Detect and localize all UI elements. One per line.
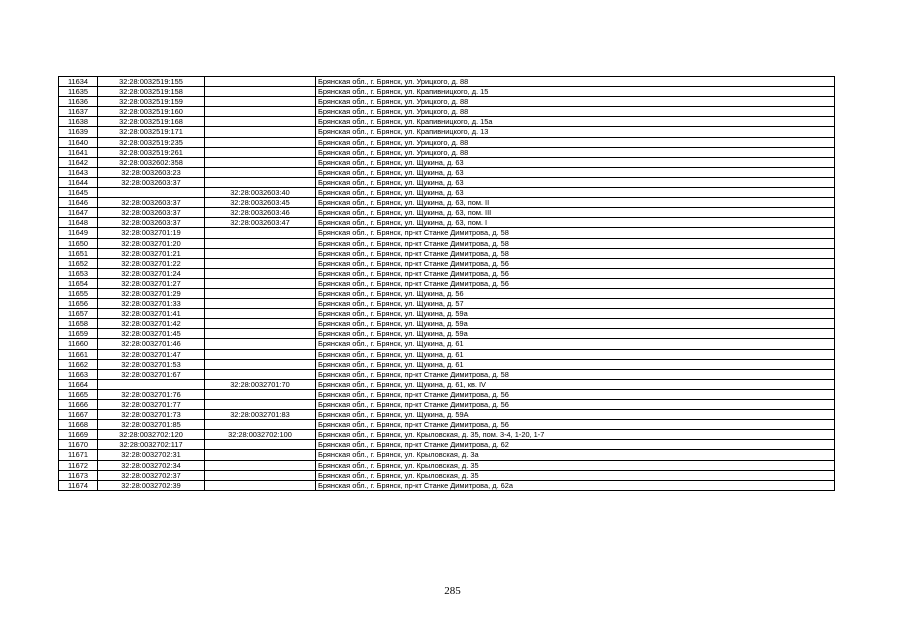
row-number-cell: 11658	[59, 319, 98, 329]
table-row	[59, 410, 835, 420]
cadastral-number-cell: 32:28:0032701:20	[98, 238, 205, 248]
related-cadastral-number-cell: 32:28:0032603:47	[205, 218, 316, 228]
address-cell: Брянская обл., г. Брянск, пр-кт Станке Димитрова, д. 56	[316, 278, 835, 288]
related-cadastral-number-cell: 32:28:0032701:83	[205, 410, 316, 420]
cadastral-number-cell: 32:28:0032701:29	[98, 288, 205, 298]
table-row	[59, 157, 835, 167]
related-cadastral-number-cell	[205, 177, 316, 187]
table-row	[59, 137, 835, 147]
related-cadastral-number-cell	[205, 278, 316, 288]
related-cadastral-number-cell	[205, 329, 316, 339]
address-cell: Брянская обл., г. Брянск, пр-кт Станке Димитрова, д. 62	[316, 440, 835, 450]
table-row	[59, 329, 835, 339]
row-number-cell: 11647	[59, 208, 98, 218]
related-cadastral-number-cell	[205, 137, 316, 147]
related-cadastral-number-cell	[205, 147, 316, 157]
cadastral-number-cell: 32:28:0032701:67	[98, 369, 205, 379]
row-number-cell: 11662	[59, 359, 98, 369]
address-cell: Брянская обл., г. Брянск, ул. Щукина, д. 63	[316, 188, 835, 198]
table-row	[59, 299, 835, 309]
address-cell: Брянская обл., г. Брянск, ул. Щукина, д. 57	[316, 299, 835, 309]
cadastral-number-cell: 32:28:0032701:19	[98, 228, 205, 238]
row-number-cell: 11638	[59, 117, 98, 127]
row-number-cell: 11650	[59, 238, 98, 248]
table-row	[59, 248, 835, 258]
cadastral-number-cell: 32:28:0032702:117	[98, 440, 205, 450]
related-cadastral-number-cell: 32:28:0032701:70	[205, 379, 316, 389]
table-row	[59, 288, 835, 298]
address-cell: Брянская обл., г. Брянск, пр-кт Станке Димитрова, д. 58	[316, 228, 835, 238]
cadastral-number-cell: 32:28:0032519:159	[98, 97, 205, 107]
cadastral-number-cell: 32:28:0032701:53	[98, 359, 205, 369]
table-row	[59, 379, 835, 389]
address-cell: Брянская обл., г. Брянск, ул. Крапивницкого, д. 13	[316, 127, 835, 137]
table-row	[59, 198, 835, 208]
cadastral-number-cell: 32:28:0032701:33	[98, 299, 205, 309]
related-cadastral-number-cell	[205, 339, 316, 349]
table-row	[59, 339, 835, 349]
related-cadastral-number-cell	[205, 400, 316, 410]
table-row	[59, 177, 835, 187]
row-number-cell: 11635	[59, 87, 98, 97]
row-number-cell: 11670	[59, 440, 98, 450]
row-number-cell: 11644	[59, 177, 98, 187]
table-row	[59, 258, 835, 268]
row-number-cell: 11634	[59, 77, 98, 87]
row-number-cell: 11655	[59, 288, 98, 298]
address-cell: Брянская обл., г. Брянск, ул. Щукина, д. 61	[316, 339, 835, 349]
address-cell: Брянская обл., г. Брянск, пр-кт Станке Димитрова, д. 56	[316, 389, 835, 399]
row-number-cell: 11636	[59, 97, 98, 107]
related-cadastral-number-cell	[205, 359, 316, 369]
related-cadastral-number-cell	[205, 470, 316, 480]
address-cell: Брянская обл., г. Брянск, ул. Крыловская, д. 3а	[316, 450, 835, 460]
table-row	[59, 389, 835, 399]
cadastral-number-cell: 32:28:0032519:158	[98, 87, 205, 97]
table-row	[59, 97, 835, 107]
address-cell: Брянская обл., г. Брянск, ул. Щукина, д. 59а	[316, 309, 835, 319]
related-cadastral-number-cell	[205, 349, 316, 359]
row-number-cell: 11645	[59, 188, 98, 198]
row-number-cell: 11668	[59, 420, 98, 430]
row-number-cell: 11654	[59, 278, 98, 288]
row-number-cell: 11657	[59, 309, 98, 319]
related-cadastral-number-cell: 32:28:0032603:45	[205, 198, 316, 208]
cadastral-number-cell: 32:28:0032701:45	[98, 329, 205, 339]
table-row	[59, 278, 835, 288]
row-number-cell: 11652	[59, 258, 98, 268]
address-cell: Брянская обл., г. Брянск, ул. Крыловская, д. 35	[316, 460, 835, 470]
cadastral-number-cell: 32:28:0032701:42	[98, 319, 205, 329]
cadastral-number-cell: 32:28:0032702:37	[98, 470, 205, 480]
cadastral-number-cell: 32:28:0032519:155	[98, 77, 205, 87]
table-row	[59, 238, 835, 248]
address-cell: Брянская обл., г. Брянск, ул. Щукина, д. 63, пом. III	[316, 208, 835, 218]
row-number-cell: 11649	[59, 228, 98, 238]
row-number-cell: 11637	[59, 107, 98, 117]
address-cell: Брянская обл., г. Брянск, пр-кт Станке Димитрова, д. 58	[316, 369, 835, 379]
table-row	[59, 470, 835, 480]
cadastral-number-cell: 32:28:0032701:77	[98, 400, 205, 410]
row-number-cell: 11673	[59, 470, 98, 480]
related-cadastral-number-cell	[205, 258, 316, 268]
address-cell: Брянская обл., г. Брянск, ул. Щукина, д. 63, пом. I	[316, 218, 835, 228]
table-row	[59, 400, 835, 410]
table-row	[59, 167, 835, 177]
cadastral-number-cell: 32:28:0032603:37	[98, 177, 205, 187]
related-cadastral-number-cell	[205, 97, 316, 107]
address-cell: Брянская обл., г. Брянск, ул. Урицкого, д. 88	[316, 77, 835, 87]
related-cadastral-number-cell	[205, 288, 316, 298]
address-cell: Брянская обл., г. Брянск, пр-кт Станке Димитрова, д. 58	[316, 238, 835, 248]
related-cadastral-number-cell	[205, 369, 316, 379]
row-number-cell: 11666	[59, 400, 98, 410]
row-number-cell: 11665	[59, 389, 98, 399]
address-cell: Брянская обл., г. Брянск, ул. Урицкого, д. 88	[316, 147, 835, 157]
row-number-cell: 11646	[59, 198, 98, 208]
table-row	[59, 127, 835, 137]
address-cell: Брянская обл., г. Брянск, пр-кт Станке Димитрова, д. 62а	[316, 480, 835, 490]
table-row	[59, 309, 835, 319]
address-cell: Брянская обл., г. Брянск, ул. Щукина, д. 56	[316, 288, 835, 298]
cadastral-number-cell: 32:28:0032519:171	[98, 127, 205, 137]
row-number-cell: 11653	[59, 268, 98, 278]
table-row	[59, 480, 835, 490]
table-row	[59, 369, 835, 379]
related-cadastral-number-cell	[205, 440, 316, 450]
page-number: 285	[444, 585, 461, 597]
related-cadastral-number-cell	[205, 167, 316, 177]
table-row	[59, 349, 835, 359]
cadastral-number-cell: 32:28:0032701:24	[98, 268, 205, 278]
cadastral-number-cell: 32:28:0032519:261	[98, 147, 205, 157]
related-cadastral-number-cell	[205, 238, 316, 248]
row-number-cell: 11648	[59, 218, 98, 228]
table-row	[59, 450, 835, 460]
address-cell: Брянская обл., г. Брянск, пр-кт Станке Димитрова, д. 56	[316, 268, 835, 278]
table-row	[59, 87, 835, 97]
registry-table	[58, 76, 835, 491]
address-cell: Брянская обл., г. Брянск, пр-кт Станке Димитрова, д. 56	[316, 400, 835, 410]
related-cadastral-number-cell	[205, 87, 316, 97]
cadastral-number-cell: 32:28:0032603:37	[98, 198, 205, 208]
table-row	[59, 107, 835, 117]
cadastral-number-cell: 32:28:0032603:37	[98, 218, 205, 228]
table-row	[59, 359, 835, 369]
cadastral-number-cell: 32:28:0032603:37	[98, 208, 205, 218]
table-row	[59, 319, 835, 329]
address-cell: Брянская обл., г. Брянск, пр-кт Станке Димитрова, д. 58	[316, 248, 835, 258]
row-number-cell: 11674	[59, 480, 98, 490]
address-cell: Брянская обл., г. Брянск, ул. Крапивницкого, д. 15а	[316, 117, 835, 127]
address-cell: Брянская обл., г. Брянск, ул. Щукина, д. 59а	[316, 329, 835, 339]
cadastral-number-cell: 32:28:0032702:31	[98, 450, 205, 460]
cadastral-number-cell: 32:28:0032701:85	[98, 420, 205, 430]
address-cell: Брянская обл., г. Брянск, ул. Щукина, д. 63	[316, 167, 835, 177]
row-number-cell: 11667	[59, 410, 98, 420]
table-row	[59, 460, 835, 470]
cadastral-number-cell: 32:28:0032702:39	[98, 480, 205, 490]
address-cell: Брянская обл., г. Брянск, ул. Щукина, д. 61	[316, 349, 835, 359]
cadastral-number-cell: 32:28:0032701:41	[98, 309, 205, 319]
row-number-cell: 11669	[59, 430, 98, 440]
row-number-cell: 11664	[59, 379, 98, 389]
related-cadastral-number-cell	[205, 117, 316, 127]
cadastral-number-cell: 32:28:0032519:160	[98, 107, 205, 117]
row-number-cell: 11651	[59, 248, 98, 258]
row-number-cell: 11671	[59, 450, 98, 460]
related-cadastral-number-cell	[205, 309, 316, 319]
related-cadastral-number-cell: 32:28:0032702:100	[205, 430, 316, 440]
cadastral-number-cell: 32:28:0032701:47	[98, 349, 205, 359]
related-cadastral-number-cell	[205, 460, 316, 470]
row-number-cell: 11643	[59, 167, 98, 177]
table-row	[59, 228, 835, 238]
address-cell: Брянская обл., г. Брянск, ул. Крапивницкого, д. 15	[316, 87, 835, 97]
table-row	[59, 188, 835, 198]
cadastral-number-cell: 32:28:0032701:73	[98, 410, 205, 420]
address-cell: Брянская обл., г. Брянск, пр-кт Станке Димитрова, д. 56	[316, 420, 835, 430]
table-row	[59, 218, 835, 228]
row-number-cell: 11659	[59, 329, 98, 339]
table-row	[59, 440, 835, 450]
address-cell: Брянская обл., г. Брянск, ул. Щукина, д. 59А	[316, 410, 835, 420]
row-number-cell: 11661	[59, 349, 98, 359]
related-cadastral-number-cell	[205, 107, 316, 117]
address-cell: Брянская обл., г. Брянск, ул. Урицкого, д. 88	[316, 137, 835, 147]
related-cadastral-number-cell	[205, 127, 316, 137]
address-cell: Брянская обл., г. Брянск, ул. Щукина, д. 63	[316, 157, 835, 167]
address-cell: Брянская обл., г. Брянск, пр-кт Станке Димитрова, д. 56	[316, 258, 835, 268]
address-cell: Брянская обл., г. Брянск, ул. Щукина, д. 61, кв. IV	[316, 379, 835, 389]
row-number-cell: 11639	[59, 127, 98, 137]
cadastral-number-cell: 32:28:0032519:168	[98, 117, 205, 127]
cadastral-number-cell: 32:28:0032702:120	[98, 430, 205, 440]
row-number-cell: 11640	[59, 137, 98, 147]
table-row	[59, 430, 835, 440]
cadastral-number-cell: 32:28:0032603:23	[98, 167, 205, 177]
cadastral-number-cell	[98, 188, 205, 198]
cadastral-number-cell: 32:28:0032519:235	[98, 137, 205, 147]
table-row	[59, 420, 835, 430]
address-cell: Брянская обл., г. Брянск, ул. Щукина, д. 61	[316, 359, 835, 369]
related-cadastral-number-cell: 32:28:0032603:40	[205, 188, 316, 198]
address-cell: Брянская обл., г. Брянск, ул. Крыловская, д. 35	[316, 470, 835, 480]
cadastral-number-cell: 32:28:0032701:21	[98, 248, 205, 258]
row-number-cell: 11656	[59, 299, 98, 309]
related-cadastral-number-cell	[205, 319, 316, 329]
row-number-cell: 11642	[59, 157, 98, 167]
cadastral-number-cell: 32:28:0032602:358	[98, 157, 205, 167]
registry-table-body	[59, 77, 835, 491]
cadastral-number-cell: 32:28:0032701:46	[98, 339, 205, 349]
row-number-cell: 11660	[59, 339, 98, 349]
table-row	[59, 117, 835, 127]
address-cell: Брянская обл., г. Брянск, ул. Урицкого, д. 88	[316, 97, 835, 107]
address-cell: Брянская обл., г. Брянск, ул. Щукина, д. 63, пом. II	[316, 198, 835, 208]
address-cell: Брянская обл., г. Брянск, ул. Щукина, д. 63	[316, 177, 835, 187]
cadastral-number-cell: 32:28:0032701:22	[98, 258, 205, 268]
address-cell: Брянская обл., г. Брянск, ул. Крыловская, д. 35, пом. 3-4, 1-20, 1-7	[316, 430, 835, 440]
related-cadastral-number-cell	[205, 228, 316, 238]
table-row	[59, 77, 835, 87]
cadastral-number-cell	[98, 379, 205, 389]
related-cadastral-number-cell	[205, 389, 316, 399]
related-cadastral-number-cell: 32:28:0032603:46	[205, 208, 316, 218]
table-row	[59, 147, 835, 157]
table-row	[59, 208, 835, 218]
row-number-cell: 11663	[59, 369, 98, 379]
row-number-cell: 11641	[59, 147, 98, 157]
row-number-cell: 11672	[59, 460, 98, 470]
related-cadastral-number-cell	[205, 248, 316, 258]
address-cell: Брянская обл., г. Брянск, ул. Щукина, д. 59а	[316, 319, 835, 329]
related-cadastral-number-cell	[205, 268, 316, 278]
related-cadastral-number-cell	[205, 299, 316, 309]
related-cadastral-number-cell	[205, 157, 316, 167]
cadastral-number-cell: 32:28:0032702:34	[98, 460, 205, 470]
related-cadastral-number-cell	[205, 420, 316, 430]
table-row	[59, 268, 835, 278]
address-cell: Брянская обл., г. Брянск, ул. Урицкого, д. 88	[316, 107, 835, 117]
related-cadastral-number-cell	[205, 480, 316, 490]
cadastral-number-cell: 32:28:0032701:27	[98, 278, 205, 288]
cadastral-number-cell: 32:28:0032701:76	[98, 389, 205, 399]
related-cadastral-number-cell	[205, 77, 316, 87]
related-cadastral-number-cell	[205, 450, 316, 460]
